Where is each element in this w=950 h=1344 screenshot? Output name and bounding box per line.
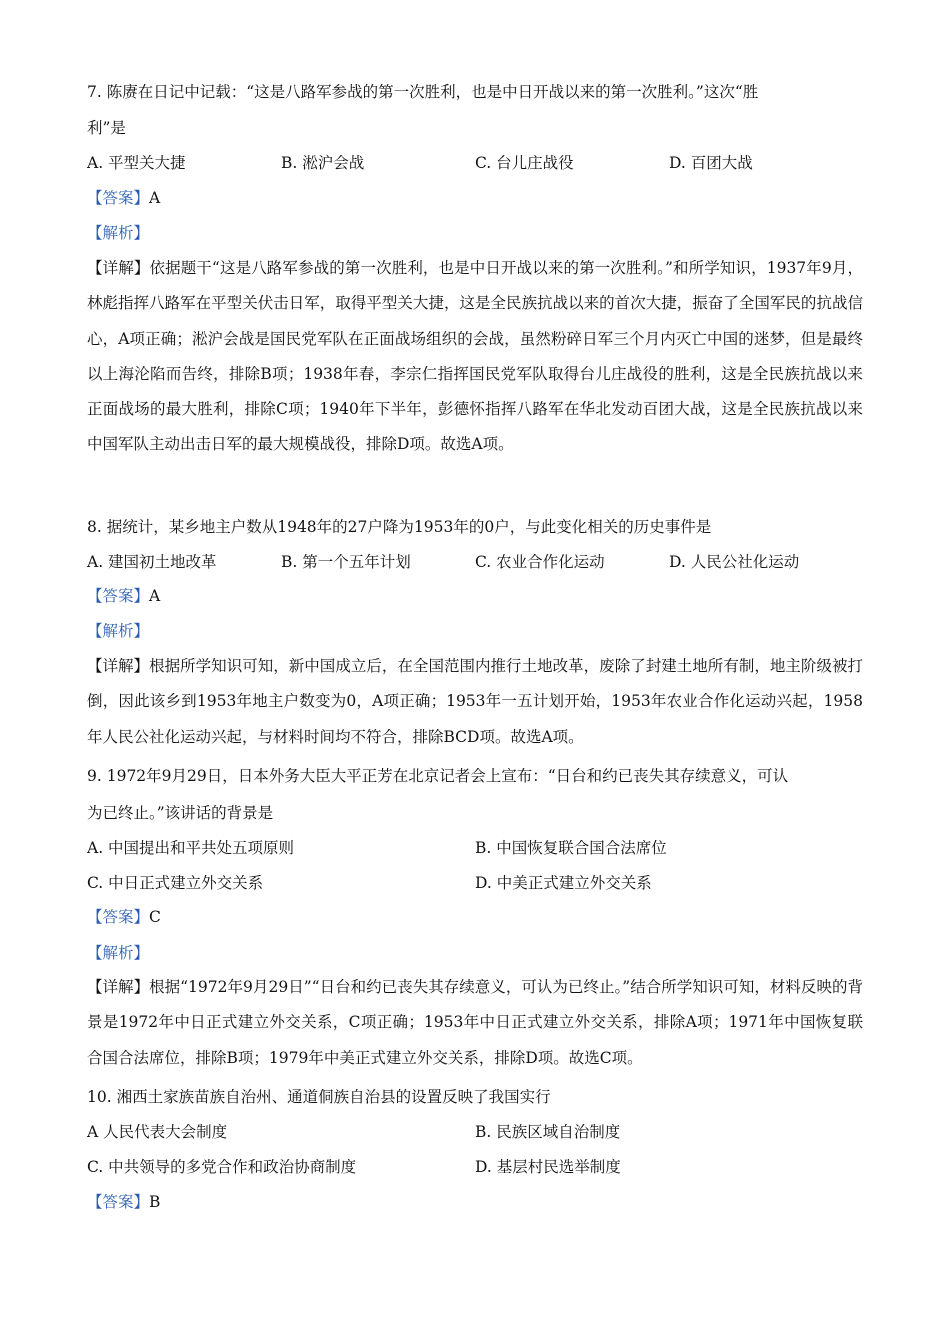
answer-tag: 【答案】 [87,1193,150,1211]
q10-answer [87,1191,160,1213]
q9-analysis-tag: 【解析】 [87,944,150,962]
q7-option-a: A. 平型关大捷 [87,154,186,172]
detail-tag: 【详解】 [87,259,150,277]
q7-stem-line1: 7. 陈赓在日记中记载：“这是八路军参战的第一次胜利，也是中日开战以来的第一次胜利。”这次“胜 [87,83,759,101]
q8-option-b: B. 第一个五年计划 [281,553,411,571]
answer-value: C [149,908,161,926]
q10-stem: 10. 湘西土家族苗族自治州、通道侗族自治县的设置反映了我国实行 [87,1088,551,1106]
q8-answer [87,585,160,607]
q8-option-c: C. 农业合作化运动 [475,553,605,571]
q9-option-c: C. 中日正式建立外交关系 [87,874,264,892]
q9-option-a: A. 中国提出和平共处五项原则 [87,839,295,857]
answer-tag: 【答案】 [87,587,150,605]
q9-detail [87,970,863,1076]
detail-tag: 【详解】 [87,978,150,996]
q10-option-a: A 人民代表大会制度 [87,1123,228,1141]
q7-answer [87,187,160,209]
q10-option-c: C. 中共领导的多党合作和政治协商制度 [87,1158,357,1176]
q10-option-b: B. 民族区域自治制度 [475,1123,621,1141]
answer-value: A [149,189,161,207]
q9-answer [87,906,161,928]
q9-stem-line2: 为已终止。”该讲话的背景是 [87,804,274,822]
q8-option-d: D. 人民公社化运动 [669,553,800,571]
q8-option-a: A. 建国初土地改革 [87,553,217,571]
answer-tag: 【答案】 [87,189,150,207]
q7-option-b: B. 淞沪会战 [281,154,365,172]
detail-text: 依据题干“这是八路军参战的第一次胜利，也是中日开战以来的第一次胜利。”和所学知识，1937年9月，林彪指挥八路军在平型关伏击日军，取得平型关大捷，这是全民族抗战以来的首次大捷，振奋了全国军民的抗战信心，A项正确；淞沪会战是国民党军队在正面战场组织的会战，虽然粉碎日军三个月内灭亡中国的迷梦，但是最终以上海沦陷而告终，排除B项；1938年春，李宗仁指挥国民党军队取得台儿庄战役的胜利，这是全民族抗战以来正面战场的最大胜利，排除C项；1940年下半年，彭德怀指挥八路军在华北发动百团大战，这是全民族抗战以来中国军队主动出击日军的最大规模战役，排除D项。故选A项。 [87,259,863,454]
answer-value: A [149,587,161,605]
q7-option-d: D. 百团大战 [669,154,753,172]
q7-stem-line2: 利”是 [87,119,126,137]
q7-option-c: C. 台儿庄战役 [475,154,574,172]
q7-analysis-tag: 【解析】 [87,224,150,242]
q9-option-d: D. 中美正式建立外交关系 [475,874,652,892]
answer-tag: 【答案】 [87,908,150,926]
q8-stem: 8. 据统计，某乡地主户数从1948年的27户降为1953年的0户，与此变化相关的历史事件是 [87,518,712,536]
answer-value: B [149,1193,161,1211]
detail-text: 根据所学知识可知，新中国成立后，在全国范围内推行土地改革，废除了封建土地所有制，地主阶级被打倒，因此该乡到1953年地主户数变为0，A项正确；1953年一五计划开始，1953年农业合作化运动兴起，1958年人民公社化运动兴起，与材料时间均不符合，排除BCD项。故选A项。 [87,657,863,746]
detail-text: 根据“1972年9月29日”“日台和约已丧失其存续意义，可认为已终止。”结合所学知识可知，材料反映的背景是1972年中日正式建立外交关系，C项正确；1953年中日正式建立外交关系，排除A项；1971年中国恢复联合国合法席位，排除B项；1979年中美正式建立外交关系，排除D项。故选C项。 [87,978,863,1067]
q8-detail [87,649,863,755]
q9-option-b: B. 中国恢复联合国合法席位 [475,839,667,857]
q7-detail [87,251,863,463]
q8-analysis-tag: 【解析】 [87,622,150,640]
detail-tag: 【详解】 [87,657,150,675]
q9-stem-line1: 9. 1972年9月29日，日本外务大臣大平正芳在北京记者会上宣布：“日台和约已丧失其存续意义，可认 [87,767,789,785]
q10-option-d: D. 基层村民选举制度 [475,1158,621,1176]
